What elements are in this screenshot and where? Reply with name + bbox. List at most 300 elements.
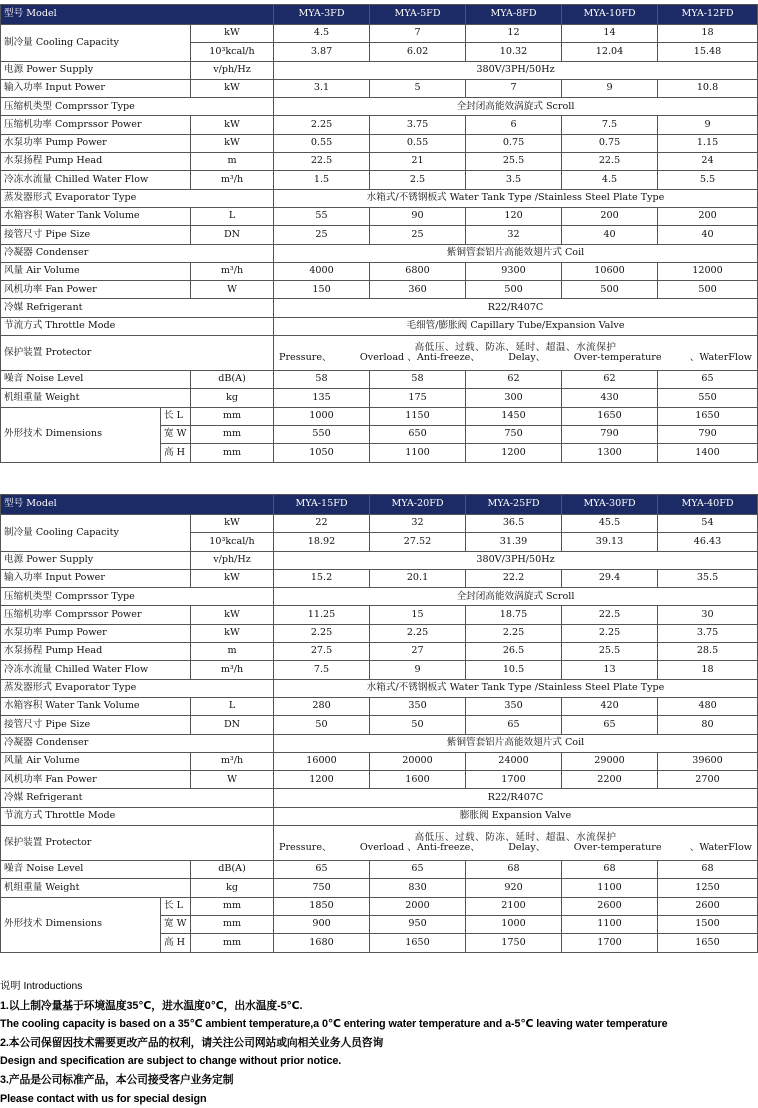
value-cell: 1100 xyxy=(562,915,658,933)
unit-cell: L xyxy=(191,207,274,225)
unit-cell: m³/h xyxy=(191,752,274,770)
unit-cell: mm xyxy=(191,407,274,425)
unit-cell: kW xyxy=(191,624,274,642)
value-cell: 65 xyxy=(370,861,466,879)
model-name: MYA-30FD xyxy=(562,495,658,515)
tank_volume-row xyxy=(1,697,758,715)
value-cell: 2.25 xyxy=(274,624,370,642)
value-cell: 39600 xyxy=(658,752,758,770)
value-cell: 1680 xyxy=(274,934,370,952)
unit-cell: mm xyxy=(191,444,274,462)
row-label: 水泵扬程 Pump Head xyxy=(1,153,191,171)
value-cell: 35.5 xyxy=(658,569,758,587)
value-cell: 6 xyxy=(466,116,562,134)
model-name: MYA-25FD xyxy=(466,495,562,515)
value-cell: 135 xyxy=(274,389,370,407)
value-cell: 750 xyxy=(274,879,370,897)
value-cell: 1.15 xyxy=(658,134,758,152)
value-cell: 0.55 xyxy=(370,134,466,152)
unit-cell: m³/h xyxy=(191,661,274,679)
input_power-row xyxy=(1,79,758,97)
row-label: 冷冻水流量 Chilled Water Flow xyxy=(1,171,191,189)
model-name: MYA-10FD xyxy=(562,5,658,25)
refrigerant-row xyxy=(1,789,758,807)
value-cell: 1450 xyxy=(466,407,562,425)
row-label: 蒸发器形式 Evaporator Type xyxy=(1,189,274,207)
value-cell: 36.5 xyxy=(466,515,562,533)
value-cell: 1700 xyxy=(562,934,658,952)
weight-row xyxy=(1,389,758,407)
value-cell: 380V/3PH/50Hz xyxy=(274,551,758,569)
value-cell: 21 xyxy=(370,153,466,171)
value-cell: 360 xyxy=(370,281,466,299)
protector-row xyxy=(1,336,758,371)
value-cell: 18 xyxy=(658,25,758,43)
protector-item: Overload 、Anti-freeze、 xyxy=(359,842,480,854)
refrigerant-row xyxy=(1,299,758,317)
value-cell: 200 xyxy=(658,207,758,225)
pump_head-row xyxy=(1,153,758,171)
value-cell: 28.5 xyxy=(658,643,758,661)
value-cell: 120 xyxy=(466,207,562,225)
value-cell: 65 xyxy=(274,861,370,879)
cooling-row-1 xyxy=(1,515,758,533)
value-cell: 350 xyxy=(466,697,562,715)
model-name: MYA-3FD xyxy=(274,5,370,25)
value-cell: 300 xyxy=(466,389,562,407)
protector-chinese: 高低压、过载、防冻、延时、超温、水流保护 xyxy=(414,341,617,353)
model-name: MYA-40FD xyxy=(658,495,758,515)
protector-item: Delay、 xyxy=(508,352,546,364)
value-cell: 58 xyxy=(274,371,370,389)
row-label: 制冷量 Cooling Capacity xyxy=(1,25,191,62)
value-cell: 350 xyxy=(370,697,466,715)
row-label: 压缩机功率 Comprssor Power xyxy=(1,606,191,624)
row-label: 压缩机类型 Comprssor Type xyxy=(1,98,274,116)
value-cell: 2000 xyxy=(370,897,466,915)
value-cell: 9 xyxy=(370,661,466,679)
value-cell: 13 xyxy=(562,661,658,679)
unit-cell: m³/h xyxy=(191,171,274,189)
unit-cell: DN xyxy=(191,226,274,244)
value-cell: 27 xyxy=(370,643,466,661)
value-cell: R22/R407C xyxy=(274,789,758,807)
dimension-sublabel: 长 L xyxy=(161,897,191,915)
model-name: MYA-5FD xyxy=(370,5,466,25)
unit-cell: v/ph/Hz xyxy=(191,61,274,79)
unit-cell: W xyxy=(191,771,274,789)
value-cell: 32 xyxy=(370,515,466,533)
unit-cell: 10³kcal/h xyxy=(191,533,274,551)
value-cell: 1100 xyxy=(370,444,466,462)
value-cell: 11.25 xyxy=(274,606,370,624)
value-cell: 2700 xyxy=(658,771,758,789)
value-cell: 15.2 xyxy=(274,569,370,587)
value-cell: 20000 xyxy=(370,752,466,770)
value-cell: 2.25 xyxy=(370,624,466,642)
value-cell: 3.75 xyxy=(370,116,466,134)
evaporator-row xyxy=(1,679,758,697)
protector-item: Overload 、Anti-freeze、 xyxy=(359,352,480,364)
row-label: 噪音 Noise Level xyxy=(1,861,191,879)
power_supply-row xyxy=(1,61,758,79)
protector-item: 、WaterFlow xyxy=(689,352,752,364)
intro-line-1: 1.以上制冷量基于环境温度35℃，进水温度0℃，出水温度-5℃. xyxy=(0,999,303,1012)
value-cell: 0.75 xyxy=(562,134,658,152)
unit-cell: kW xyxy=(191,25,274,43)
row-label: 水箱容积 Water Tank Volume xyxy=(1,207,191,225)
unit-cell: 10³kcal/h xyxy=(191,43,274,61)
compressor_type-row xyxy=(1,588,758,606)
value-cell: 3.5 xyxy=(466,171,562,189)
dimension-sublabel: 高 H xyxy=(161,444,191,462)
intro-line-5: 3.产品是公司标准产品，本公司接受客户业务定制 xyxy=(0,1073,234,1086)
compressor_power-row xyxy=(1,116,758,134)
value-cell: 22.5 xyxy=(274,153,370,171)
value-cell: 9 xyxy=(658,116,758,134)
value-cell: 2.5 xyxy=(370,171,466,189)
value-cell: 1850 xyxy=(274,897,370,915)
intro-line-2: The cooling capacity is based on a 35℃ ambient temperature,a 0℃ entering water temperature and a-5℃ leaving water temperature xyxy=(0,1018,668,1031)
dimension-sublabel: 高 H xyxy=(161,934,191,952)
value-cell: 10.32 xyxy=(466,43,562,61)
value-cell: 1000 xyxy=(466,915,562,933)
introductions xyxy=(0,978,758,1108)
unit-cell: mm xyxy=(191,425,274,443)
row-label: 制冷量 Cooling Capacity xyxy=(1,515,191,552)
value-cell: 7 xyxy=(370,25,466,43)
row-label: 压缩机类型 Comprssor Type xyxy=(1,588,274,606)
value-cell: 18.75 xyxy=(466,606,562,624)
value-cell: 1200 xyxy=(274,771,370,789)
throttle-row xyxy=(1,317,758,335)
value-cell: 25 xyxy=(370,226,466,244)
protector-item: Pressure、 xyxy=(279,842,332,854)
value-cell: 920 xyxy=(466,879,562,897)
row-label: 接管尺寸 Pipe Size xyxy=(1,716,191,734)
value-cell: 39.13 xyxy=(562,533,658,551)
value-cell: 26.5 xyxy=(466,643,562,661)
value-cell: 24000 xyxy=(466,752,562,770)
row-label: 风量 Air Volume xyxy=(1,752,191,770)
value-cell: 500 xyxy=(658,281,758,299)
value-cell: 950 xyxy=(370,915,466,933)
row-label: 水箱容积 Water Tank Volume xyxy=(1,697,191,715)
value-cell: 2200 xyxy=(562,771,658,789)
value-cell: 10600 xyxy=(562,262,658,280)
value-cell: 750 xyxy=(466,425,562,443)
value-cell: 1200 xyxy=(466,444,562,462)
protector-item: 、WaterFlow xyxy=(689,842,752,854)
row-label: 冷媒 Refrigerant xyxy=(1,299,274,317)
row-label: 冷凝器 Condenser xyxy=(1,734,274,752)
value-cell: 62 xyxy=(466,371,562,389)
value-cell: 550 xyxy=(274,425,370,443)
unit-cell: kW xyxy=(191,116,274,134)
value-cell: 22.5 xyxy=(562,153,658,171)
value-cell: 0.55 xyxy=(274,134,370,152)
dimension-row xyxy=(1,407,758,425)
row-label: 电源 Power Supply xyxy=(1,61,191,79)
unit-cell: v/ph/Hz xyxy=(191,551,274,569)
fan_power-row xyxy=(1,771,758,789)
row-label: 机组重量 Weight xyxy=(1,879,191,897)
value-cell: 65 xyxy=(658,371,758,389)
value-cell: 27.5 xyxy=(274,643,370,661)
air_volume-row xyxy=(1,262,758,280)
spec-table-1 xyxy=(0,4,758,463)
row-label: 水泵功率 Pump Power xyxy=(1,624,191,642)
unit-cell: m xyxy=(191,153,274,171)
value-cell: 18.92 xyxy=(274,533,370,551)
value-cell: 40 xyxy=(658,226,758,244)
value-cell: 29000 xyxy=(562,752,658,770)
model-name: MYA-20FD xyxy=(370,495,466,515)
model-label: 型号 Model xyxy=(1,495,274,515)
pipe_size-row xyxy=(1,716,758,734)
value-cell: 4.5 xyxy=(274,25,370,43)
unit-cell: kW xyxy=(191,134,274,152)
value-cell: 3.1 xyxy=(274,79,370,97)
value-cell: 1150 xyxy=(370,407,466,425)
value-cell: 3.87 xyxy=(274,43,370,61)
value-cell: 650 xyxy=(370,425,466,443)
unit-cell: kW xyxy=(191,569,274,587)
unit-cell: dB(A) xyxy=(191,861,274,879)
value-cell: 55 xyxy=(274,207,370,225)
value-cell: 15 xyxy=(370,606,466,624)
pump_power-row xyxy=(1,134,758,152)
row-label: 外形技术 Dimensions xyxy=(1,407,161,462)
value-cell: 2.25 xyxy=(274,116,370,134)
value-cell: 15.48 xyxy=(658,43,758,61)
row-label: 冷凝器 Condenser xyxy=(1,244,274,262)
value-cell: 20.1 xyxy=(370,569,466,587)
value-cell: 紫铜管套铝片高能效翅片式 Coil xyxy=(274,244,758,262)
protector-chinese: 高低压、过载、防冻、延时、超温、水流保护 xyxy=(414,831,617,843)
value-cell: 65 xyxy=(466,716,562,734)
row-label: 蒸发器形式 Evaporator Type xyxy=(1,679,274,697)
value-cell: 1300 xyxy=(562,444,658,462)
intro-line-4: Design and specification are subject to change without prior notice. xyxy=(0,1055,342,1068)
power_supply-row xyxy=(1,551,758,569)
model-header-row xyxy=(1,495,758,515)
condenser-row xyxy=(1,244,758,262)
value-cell: 10.5 xyxy=(466,661,562,679)
value-cell: 1650 xyxy=(658,934,758,952)
pump_head-row xyxy=(1,643,758,661)
value-cell: 7 xyxy=(466,79,562,97)
value-cell: 90 xyxy=(370,207,466,225)
row-label: 冷冻水流量 Chilled Water Flow xyxy=(1,661,191,679)
value-cell: 14 xyxy=(562,25,658,43)
value-cell: 500 xyxy=(562,281,658,299)
pipe_size-row xyxy=(1,226,758,244)
value-cell: 1250 xyxy=(658,879,758,897)
value-cell: 2600 xyxy=(562,897,658,915)
value-cell: 25 xyxy=(274,226,370,244)
weight-row xyxy=(1,879,758,897)
value-cell: 175 xyxy=(370,389,466,407)
row-label: 节流方式 Throttle Mode xyxy=(1,807,274,825)
value-cell: 水箱式/不锈钢板式 Water Tank Type /Stainless Steel Plate Type xyxy=(274,679,758,697)
value-cell: 790 xyxy=(562,425,658,443)
protector-cell xyxy=(274,336,758,371)
cooling-row-1 xyxy=(1,25,758,43)
model-header-row xyxy=(1,5,758,25)
value-cell: 1600 xyxy=(370,771,466,789)
dimension-sublabel: 宽 W xyxy=(161,425,191,443)
unit-cell: dB(A) xyxy=(191,371,274,389)
value-cell: 420 xyxy=(562,697,658,715)
protector-item: Over-temperature xyxy=(573,842,662,854)
value-cell: 1700 xyxy=(466,771,562,789)
value-cell: 80 xyxy=(658,716,758,734)
row-label: 节流方式 Throttle Mode xyxy=(1,317,274,335)
introductions-heading: 说明 Introductions xyxy=(0,981,83,992)
value-cell: 65 xyxy=(562,716,658,734)
input_power-row xyxy=(1,569,758,587)
value-cell: 50 xyxy=(274,716,370,734)
value-cell: 水箱式/不锈钢板式 Water Tank Type /Stainless Steel Plate Type xyxy=(274,189,758,207)
protector-item: Over-temperature xyxy=(573,352,662,364)
row-label: 冷媒 Refrigerant xyxy=(1,789,274,807)
unit-cell: DN xyxy=(191,716,274,734)
value-cell: 40 xyxy=(562,226,658,244)
throttle-row xyxy=(1,807,758,825)
value-cell: 22 xyxy=(274,515,370,533)
value-cell: 280 xyxy=(274,697,370,715)
value-cell: 2100 xyxy=(466,897,562,915)
value-cell: 12 xyxy=(466,25,562,43)
row-label: 输入功率 Input Power xyxy=(1,79,191,97)
unit-cell: m³/h xyxy=(191,262,274,280)
compressor_power-row xyxy=(1,606,758,624)
value-cell: 毛细管/膨胀阀 Capillary Tube/Expansion Valve xyxy=(274,317,758,335)
value-cell: 1650 xyxy=(562,407,658,425)
value-cell: 1000 xyxy=(274,407,370,425)
value-cell: 25.5 xyxy=(466,153,562,171)
row-label: 电源 Power Supply xyxy=(1,551,191,569)
value-cell: 4000 xyxy=(274,262,370,280)
value-cell: 2600 xyxy=(658,897,758,915)
value-cell: 25.5 xyxy=(562,643,658,661)
value-cell: 6800 xyxy=(370,262,466,280)
compressor_type-row xyxy=(1,98,758,116)
value-cell: 46.43 xyxy=(658,533,758,551)
unit-cell: W xyxy=(191,281,274,299)
fan_power-row xyxy=(1,281,758,299)
protector-cell xyxy=(274,826,758,861)
value-cell: 全封闭高能效涡旋式 Scroll xyxy=(274,588,758,606)
dimension-sublabel: 长 L xyxy=(161,407,191,425)
dimension-row xyxy=(1,897,758,915)
unit-cell: mm xyxy=(191,915,274,933)
unit-cell: m xyxy=(191,643,274,661)
noise-row xyxy=(1,371,758,389)
unit-cell: kW xyxy=(191,79,274,97)
value-cell: 1400 xyxy=(658,444,758,462)
value-cell: 900 xyxy=(274,915,370,933)
row-label: 压缩机功率 Comprssor Power xyxy=(1,116,191,134)
row-label: 外形技术 Dimensions xyxy=(1,897,161,952)
value-cell: 27.52 xyxy=(370,533,466,551)
row-label: 风量 Air Volume xyxy=(1,262,191,280)
protector-item: Pressure、 xyxy=(279,352,332,364)
value-cell: R22/R407C xyxy=(274,299,758,317)
value-cell: 68 xyxy=(466,861,562,879)
value-cell: 2.25 xyxy=(562,624,658,642)
value-cell: 1650 xyxy=(658,407,758,425)
value-cell: 7.5 xyxy=(562,116,658,134)
value-cell: 22.2 xyxy=(466,569,562,587)
value-cell: 480 xyxy=(658,697,758,715)
value-cell: 5.5 xyxy=(658,171,758,189)
unit-cell: kg xyxy=(191,389,274,407)
unit-cell: kW xyxy=(191,606,274,624)
row-label: 噪音 Noise Level xyxy=(1,371,191,389)
model-name: MYA-12FD xyxy=(658,5,758,25)
air_volume-row xyxy=(1,752,758,770)
model-name: MYA-15FD xyxy=(274,495,370,515)
value-cell: 膨胀阀 Expansion Valve xyxy=(274,807,758,825)
protector-row xyxy=(1,826,758,861)
model-label: 型号 Model xyxy=(1,5,274,25)
value-cell: 9 xyxy=(562,79,658,97)
value-cell: 29.4 xyxy=(562,569,658,587)
row-label: 水泵扬程 Pump Head xyxy=(1,643,191,661)
value-cell: 550 xyxy=(658,389,758,407)
unit-cell: mm xyxy=(191,934,274,952)
value-cell: 12000 xyxy=(658,262,758,280)
value-cell: 150 xyxy=(274,281,370,299)
chilled_flow-row xyxy=(1,661,758,679)
pump_power-row xyxy=(1,624,758,642)
row-label: 输入功率 Input Power xyxy=(1,569,191,587)
intro-line-6: Please contact with us for special design xyxy=(0,1092,207,1105)
value-cell: 430 xyxy=(562,389,658,407)
value-cell: 5 xyxy=(370,79,466,97)
value-cell: 18 xyxy=(658,661,758,679)
intro-line-3: 2.本公司保留因技术需要更改产品的权利，请关注公司网站或向相关业务人员咨询 xyxy=(0,1036,384,1049)
value-cell: 12.04 xyxy=(562,43,658,61)
value-cell: 1100 xyxy=(562,879,658,897)
tank_volume-row xyxy=(1,207,758,225)
value-cell: 4.5 xyxy=(562,171,658,189)
unit-cell: kW xyxy=(191,515,274,533)
noise-row xyxy=(1,861,758,879)
unit-cell: mm xyxy=(191,897,274,915)
value-cell: 24 xyxy=(658,153,758,171)
row-label: 保护装置 Protector xyxy=(1,336,274,371)
row-label: 风机功率 Fan Power xyxy=(1,281,191,299)
value-cell: 1050 xyxy=(274,444,370,462)
value-cell: 68 xyxy=(658,861,758,879)
value-cell: 54 xyxy=(658,515,758,533)
row-label: 水泵功率 Pump Power xyxy=(1,134,191,152)
value-cell: 32 xyxy=(466,226,562,244)
value-cell: 全封闭高能效涡旋式 Scroll xyxy=(274,98,758,116)
value-cell: 1.5 xyxy=(274,171,370,189)
value-cell: 22.5 xyxy=(562,606,658,624)
value-cell: 2.25 xyxy=(466,624,562,642)
value-cell: 380V/3PH/50Hz xyxy=(274,61,758,79)
unit-cell: kg xyxy=(191,879,274,897)
value-cell: 6.02 xyxy=(370,43,466,61)
row-label: 机组重量 Weight xyxy=(1,389,191,407)
value-cell: 10.8 xyxy=(658,79,758,97)
value-cell: 31.39 xyxy=(466,533,562,551)
